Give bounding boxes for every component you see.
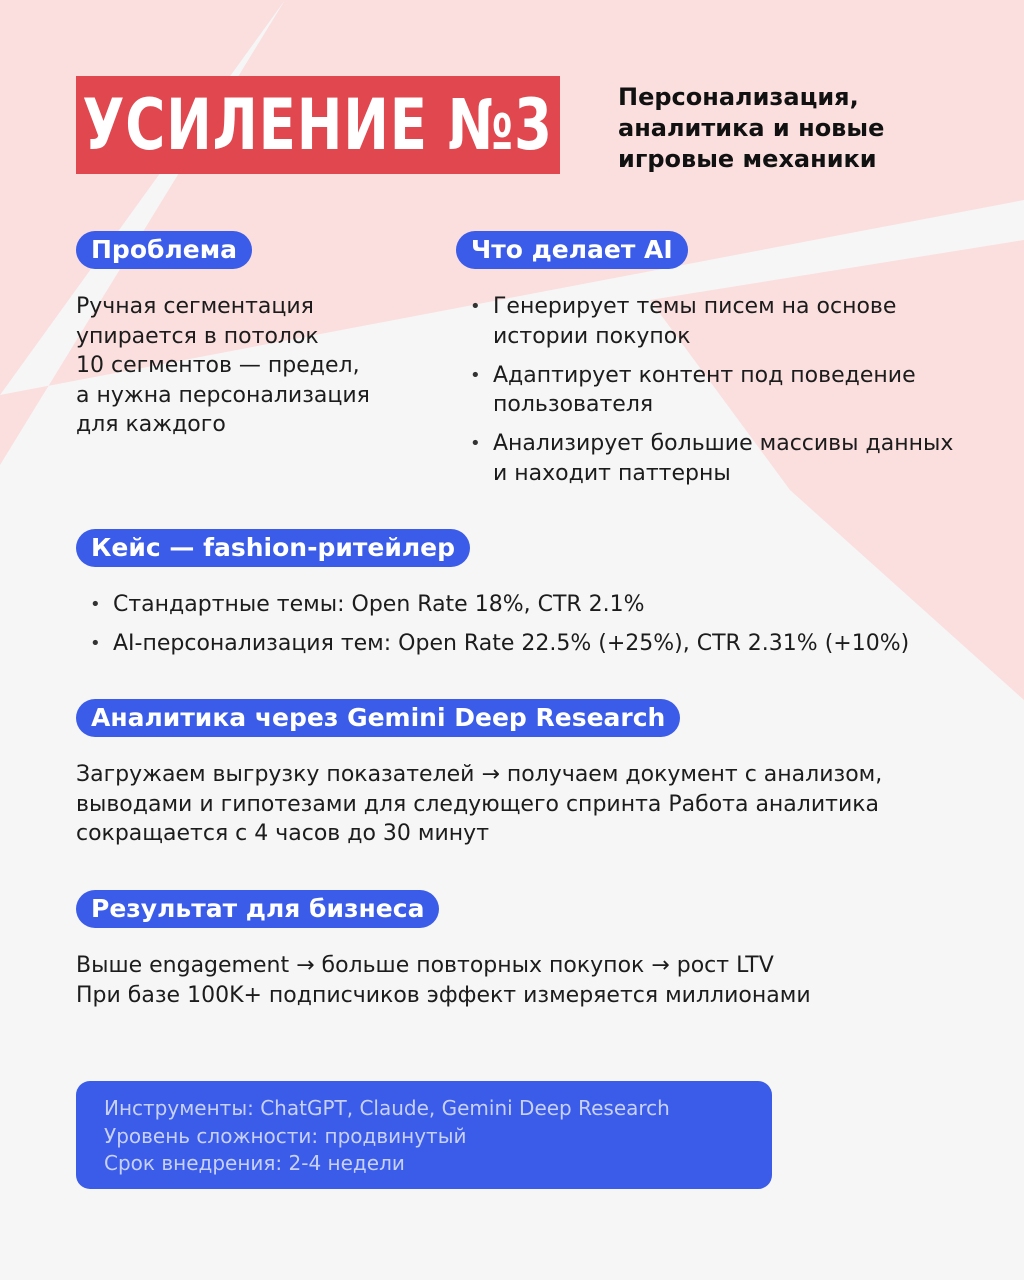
subtitle (618, 82, 958, 175)
problem-line: а нужна персонализация (76, 382, 370, 408)
problem-line: Ручная сегментация (76, 294, 314, 319)
ai-list-item: • Генерирует темы писем на основе истории покупок (493, 292, 973, 351)
result-line: Выше engagement → больше повторных покупок → рост LTV (76, 953, 774, 978)
problem-line: 10 сегментов — предел, (76, 353, 360, 378)
problem-line: упирается в потолок (76, 323, 319, 349)
page-title: УСИЛЕНИЕ №3 (82, 84, 554, 166)
problem-line: для каждого (76, 412, 226, 437)
subtitle-line: аналитика и новые (618, 114, 885, 142)
case-heading: Кейс — fashion-ритейлер (76, 529, 470, 567)
ai-list-item: • Анализирует большие массивы данных и находит паттерны (493, 429, 973, 488)
analytics-line: выводами и гипотезами для следующего спринта Работа аналитика (76, 791, 880, 817)
ai-heading: Что делает AI (456, 231, 688, 269)
subtitle-line: игровые механики (618, 145, 877, 173)
problem-heading: Проблема (76, 231, 252, 269)
result-line: При базе 100K+ подписчиков эффект измеряется миллионами (76, 982, 811, 1008)
analytics-line: Загружаем выгрузку показателей → получаем документ с анализом, (76, 762, 883, 787)
result-heading: Результат для бизнеса (76, 890, 439, 928)
info-box (76, 1081, 772, 1189)
ai-list (493, 292, 973, 498)
case-list (113, 590, 993, 667)
analytics-text (76, 760, 996, 849)
subtitle-line: Персонализация, (618, 83, 859, 111)
info-tools: Инструменты: ChatGPT, Claude, Gemini Deep Research (104, 1096, 670, 1120)
analytics-line: сокращается с 4 часов до 30 минут (76, 821, 490, 846)
info-timeline: Срок внедрения: 2-4 недели (104, 1151, 405, 1175)
title-banner (76, 76, 560, 174)
ai-list-item: • Адаптирует контент под поведение пользователя (493, 361, 973, 420)
info-level: Уровень сложности: продвинутый (104, 1123, 467, 1148)
case-list-item: • AI-персонализация тем: Open Rate 22.5% (+25%), CTR 2.31% (+10%) (113, 629, 993, 659)
problem-text (76, 292, 436, 440)
case-list-item: • Стандартные темы: Open Rate 18%, CTR 2.1% (113, 590, 993, 620)
analytics-heading: Аналитика через Gemini Deep Research (76, 699, 680, 737)
result-text (76, 951, 996, 1010)
